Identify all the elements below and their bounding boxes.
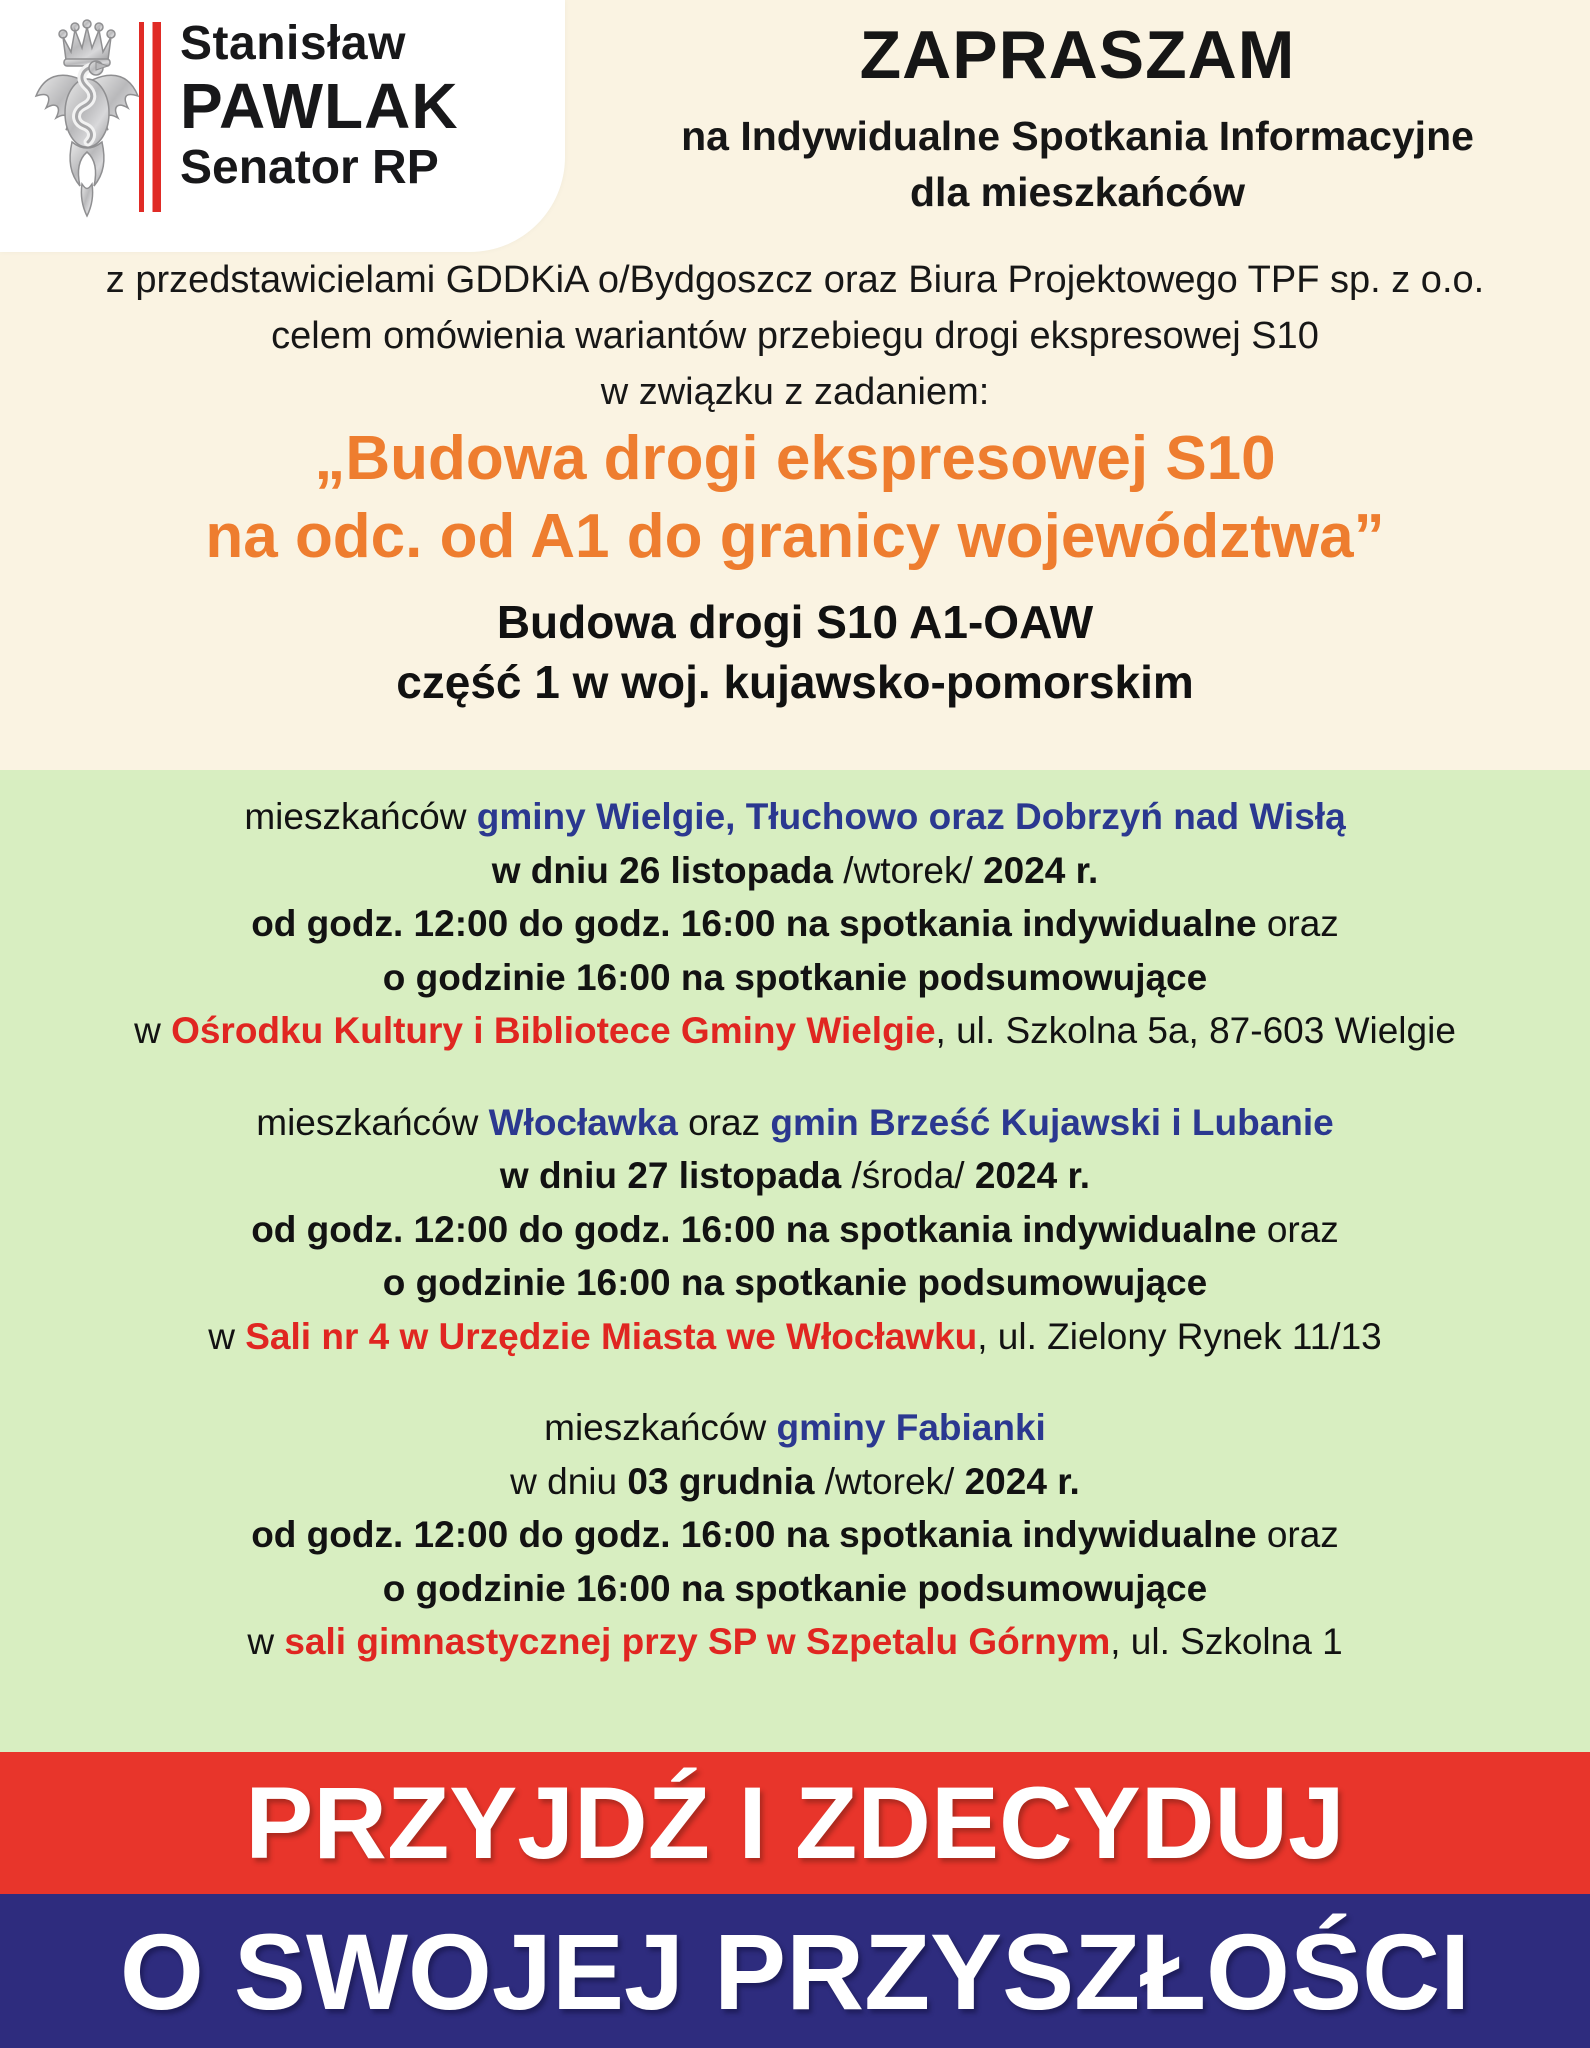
footer-banner-line1: PRZYJDŹ I ZDECYDUJ <box>0 1752 1590 1894</box>
intro-line2: celem omówienia wariantów przebiegu drogi ekspresowej S10 <box>271 315 1319 357</box>
invite-title: ZAPRASZAM <box>859 17 1296 93</box>
text-segment-red: Sali nr 4 w Urzędzie Miasta we Włocławku <box>245 1315 978 1357</box>
flag-stripe-icon <box>139 22 161 212</box>
text-segment-plain: /wtorek/ <box>824 1460 965 1502</box>
text-segment-plain: w <box>134 1010 172 1051</box>
venue-line <box>0 1310 1590 1364</box>
text-segment-navy: Włocławka <box>488 1101 678 1143</box>
project-title-line1: „Budowa drogi ekspresowej S10 <box>314 424 1276 493</box>
text-segment-plain: w <box>208 1315 246 1357</box>
text-segment-plain: w dniu <box>510 1460 628 1502</box>
meetings-section <box>0 770 1590 1752</box>
text-segment-plain: , ul. Szkolna 5a, 87-603 Wielgie <box>935 1010 1456 1051</box>
senator-title: Senator RP <box>180 141 439 194</box>
text-segment-bold: o godzinie 16:00 na spotkanie podsumowujące <box>382 1262 1208 1303</box>
text-segment-plain: mieszkańców <box>544 1407 777 1448</box>
date-line <box>0 1455 1590 1509</box>
text-segment-plain: , ul. Zielony Rynek 11/13 <box>977 1315 1382 1357</box>
intro-line3: w związku z zadaniem: <box>600 371 990 413</box>
project-title-line2: na odc. od A1 do granicy województwa” <box>205 502 1385 571</box>
project-title <box>0 420 1590 576</box>
senator-first-name: Stanisław <box>180 17 406 70</box>
senator-name <box>180 17 459 194</box>
text-segment-bold: 2024 r. <box>964 1460 1080 1502</box>
text-segment-bold: 03 grudnia <box>627 1460 825 1502</box>
meeting-block-2 <box>0 1096 1590 1364</box>
text-segment-bold: w dniu 26 listopada <box>491 849 844 891</box>
summary-line <box>0 1256 1590 1310</box>
project-subtitle-line1: Budowa drogi S10 A1-OAW <box>496 596 1094 648</box>
audience-line <box>0 1096 1590 1150</box>
text-segment-plain: w <box>247 1621 285 1662</box>
text-segment-bold: od godz. 12:00 do godz. 16:00 na spotkania indywidualne <box>251 1208 1267 1250</box>
text-segment-bold: od godz. 12:00 do godz. 16:00 na spotkania indywidualne <box>251 1514 1267 1555</box>
text-segment-navy: gminy Wielgie, Tłuchowo oraz Dobrzyń nad Wisłą <box>476 796 1346 837</box>
text-segment-bold: 2024 r. <box>974 1155 1091 1196</box>
invite-header <box>565 16 1590 220</box>
text-segment-plain: mieszkańców <box>244 796 477 837</box>
senate-eagle-icon <box>30 18 145 223</box>
top-section <box>0 0 1590 770</box>
hours-line <box>0 897 1590 951</box>
invite-subtitle-line2: dla mieszkańców <box>910 169 1245 215</box>
hours-line <box>0 1508 1590 1562</box>
summary-line <box>0 1562 1590 1616</box>
text-segment-plain: /środa/ <box>851 1155 975 1196</box>
text-segment-bold: w dniu 27 listopada <box>499 1155 852 1196</box>
audience-line <box>0 1401 1590 1455</box>
date-line <box>0 1149 1590 1203</box>
footer-banner-line2: O SWOJEJ PRZYSZŁOŚCI <box>0 1894 1590 2048</box>
senator-last-name: PAWLAK <box>180 70 459 142</box>
hours-line <box>0 1203 1590 1257</box>
intro-paragraph <box>0 252 1590 420</box>
text-segment-bold: o godzinie 16:00 na spotkanie podsumowujące <box>382 956 1208 998</box>
text-segment-navy: gminy Fabianki <box>776 1407 1046 1448</box>
project-subtitle <box>0 592 1590 712</box>
text-segment-plain: , ul. Szkolna 1 <box>1110 1621 1343 1662</box>
invite-subtitle <box>565 108 1590 220</box>
text-segment-bold: od godz. 12:00 do godz. 16:00 na spotkania indywidualne <box>251 903 1267 944</box>
date-line <box>0 844 1590 898</box>
text-segment-plain: oraz <box>1266 1208 1339 1250</box>
text-segment-plain: /wtorek/ <box>843 849 984 891</box>
venue-line <box>0 1004 1590 1058</box>
meeting-block-1 <box>0 790 1590 1058</box>
text-segment-bold: o godzinie 16:00 na spotkanie podsumowujące <box>382 1567 1208 1609</box>
senator-logo-panel <box>0 0 565 252</box>
text-segment-bold: 2024 r. <box>983 849 1099 891</box>
text-segment-red: Ośrodku Kultury i Bibliotece Gminy Wielgie <box>171 1010 936 1051</box>
summary-line <box>0 951 1590 1005</box>
audience-line <box>0 790 1590 844</box>
meeting-block-3 <box>0 1401 1590 1669</box>
text-segment-red: sali gimnastycznej przy SP w Szpetalu Górnym <box>284 1621 1111 1662</box>
invite-subtitle-line1: na Indywidualne Spotkania Informacyjne <box>681 113 1474 159</box>
intro-line1: z przedstawicielami GDDKiA o/Bydgoszcz oraz Biura Projektowego TPF sp. z o.o. <box>105 259 1485 301</box>
text-segment-navy: gmin Brześć Kujawski i Lubanie <box>770 1101 1334 1143</box>
text-segment-plain: mieszkańców <box>256 1101 489 1143</box>
text-segment-plain: oraz <box>1266 903 1339 944</box>
project-subtitle-line2: część 1 w woj. kujawsko-pomorskim <box>396 656 1194 708</box>
text-segment-plain: oraz <box>1266 1514 1339 1555</box>
venue-line <box>0 1615 1590 1669</box>
text-segment-plain: oraz <box>677 1101 771 1143</box>
